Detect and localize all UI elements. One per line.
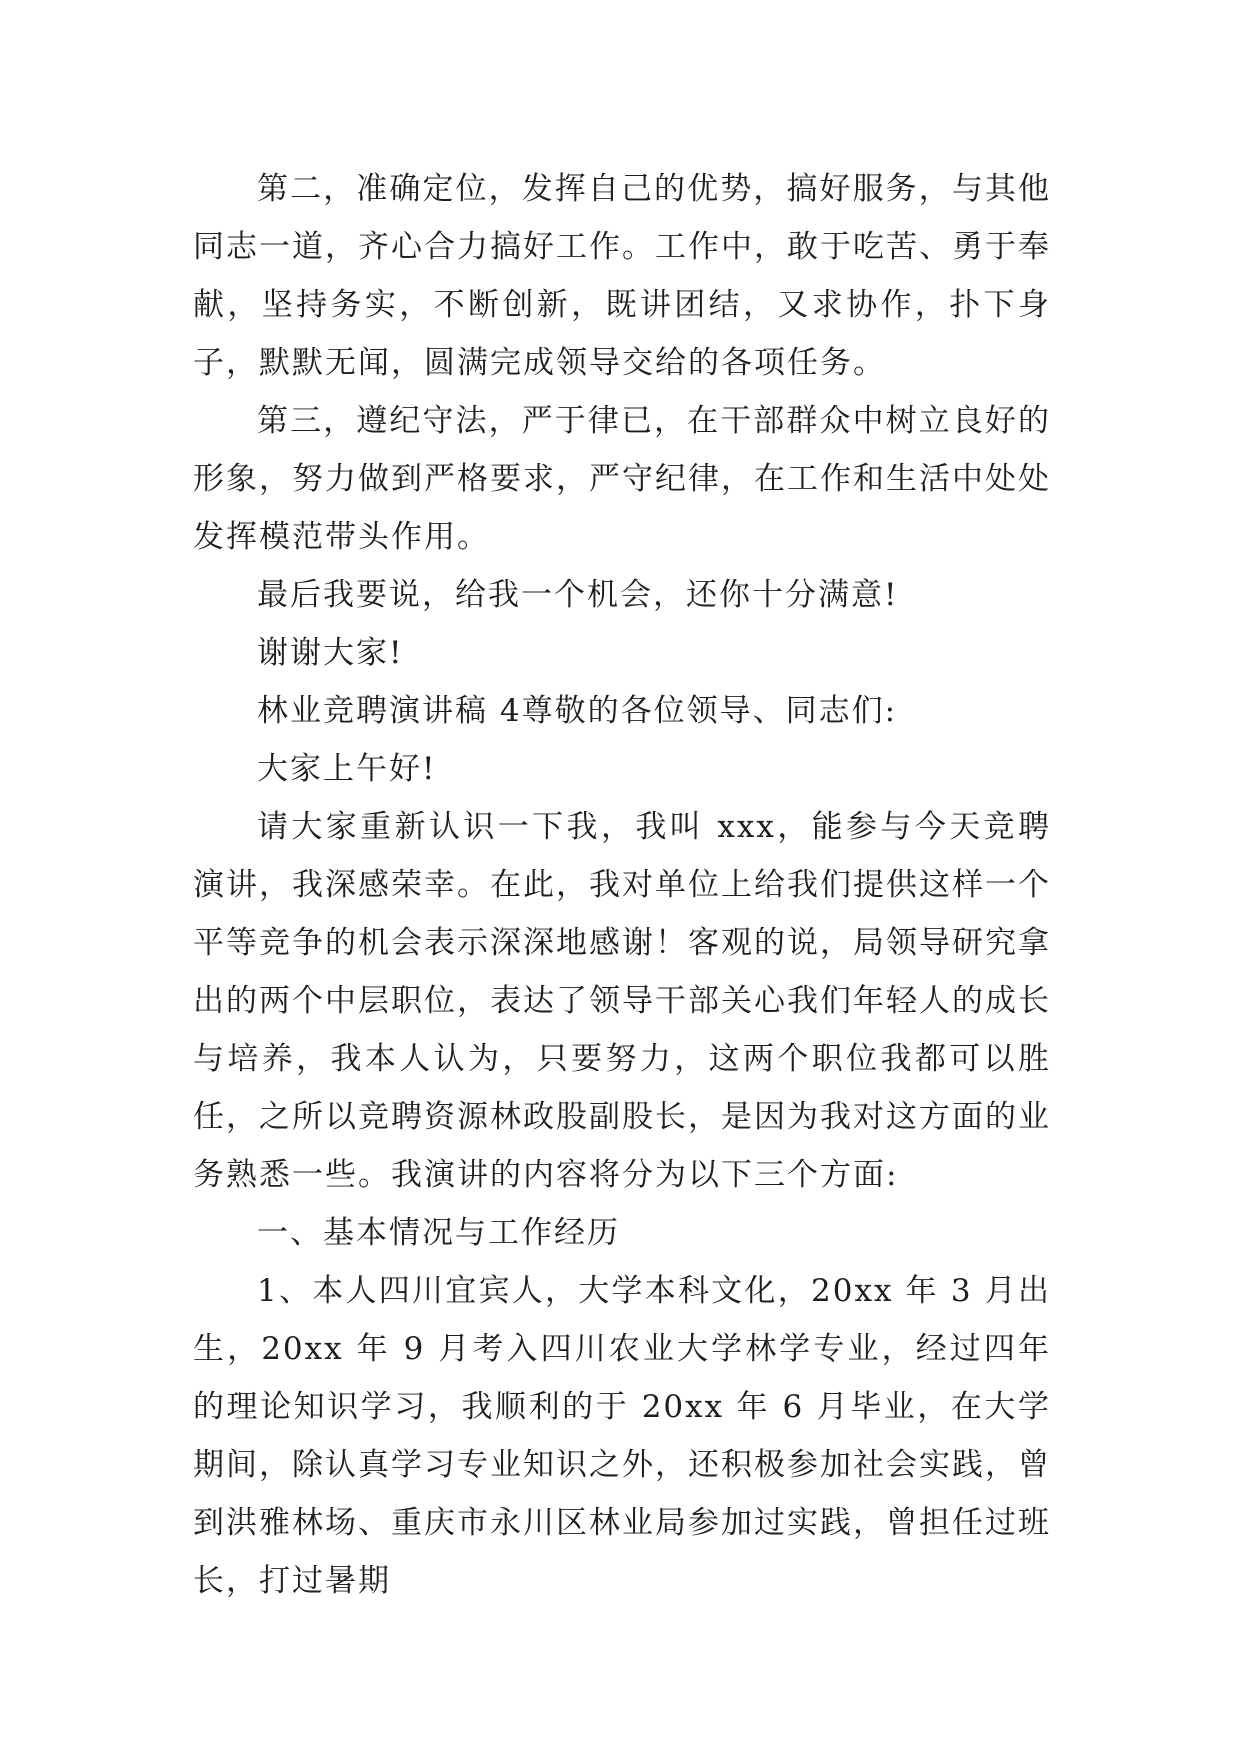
document-body [193,160,1051,1610]
paragraph-closing-remark: 最后我要说，给我一个机会，还你十分满意! [257,577,899,613]
paragraph-second-point: 第二，准确定位，发挥自己的优势，搞好服务，与其他同志一道，齐心合力搞好工作。工作中，敢于吃苦、勇于奉献，坚持务实，不断创新，既讲团结，又求协作，扑下身子，默默无闻，圆满完成领导交给的各项任务。 [193,171,1051,381]
paragraph-introduction: 请大家重新认识一下我，我叫 xxx，能参与今天竞聘演讲，我深感荣幸。在此，我对单位上给我们提供这样一个平等竞争的机会表示深深地感谢！客观的说，局领导研究拿出的两个中层职位，表达了领导干部关心我们年轻人的成长与培养，我本人认为，只要努力，这两个职位我都可以胜任，之所以竞聘资源林政股副股长，是因为我对这方面的业务熟悉一些。我演讲的内容将分为以下三个方面: [193,809,1051,1193]
paragraph-thanks: 谢谢大家! [257,635,404,671]
paragraph-greeting: 大家上午好! [257,751,437,787]
paragraph-third-point: 第三，遵纪守法，严于律已，在干部群众中树立良好的形象，努力做到严格要求，严守纪律，在工作和生活中处处发挥模范带头作用。 [193,403,1051,555]
paragraph-speech-4-heading: 林业竞聘演讲稿 4尊敬的各位领导、同志们: [257,693,898,729]
paragraph-personal-background: 1、本人四川宜宾人，大学本科文化，20xx 年 3 月出生，20xx 年 9 月考入四川农业大学林学专业，经过四年的理论知识学习，我顺利的于 20xx 年 6 月毕业，在大学期间，除认真学习专业知识之外，还积极参加社会实践，曾到洪雅林场、重庆市永川区林业局参加过实践，曾担任过班长，打过暑期 [193,1273,1051,1599]
section-heading-basic-info: 一、基本情况与工作经历 [257,1215,620,1251]
